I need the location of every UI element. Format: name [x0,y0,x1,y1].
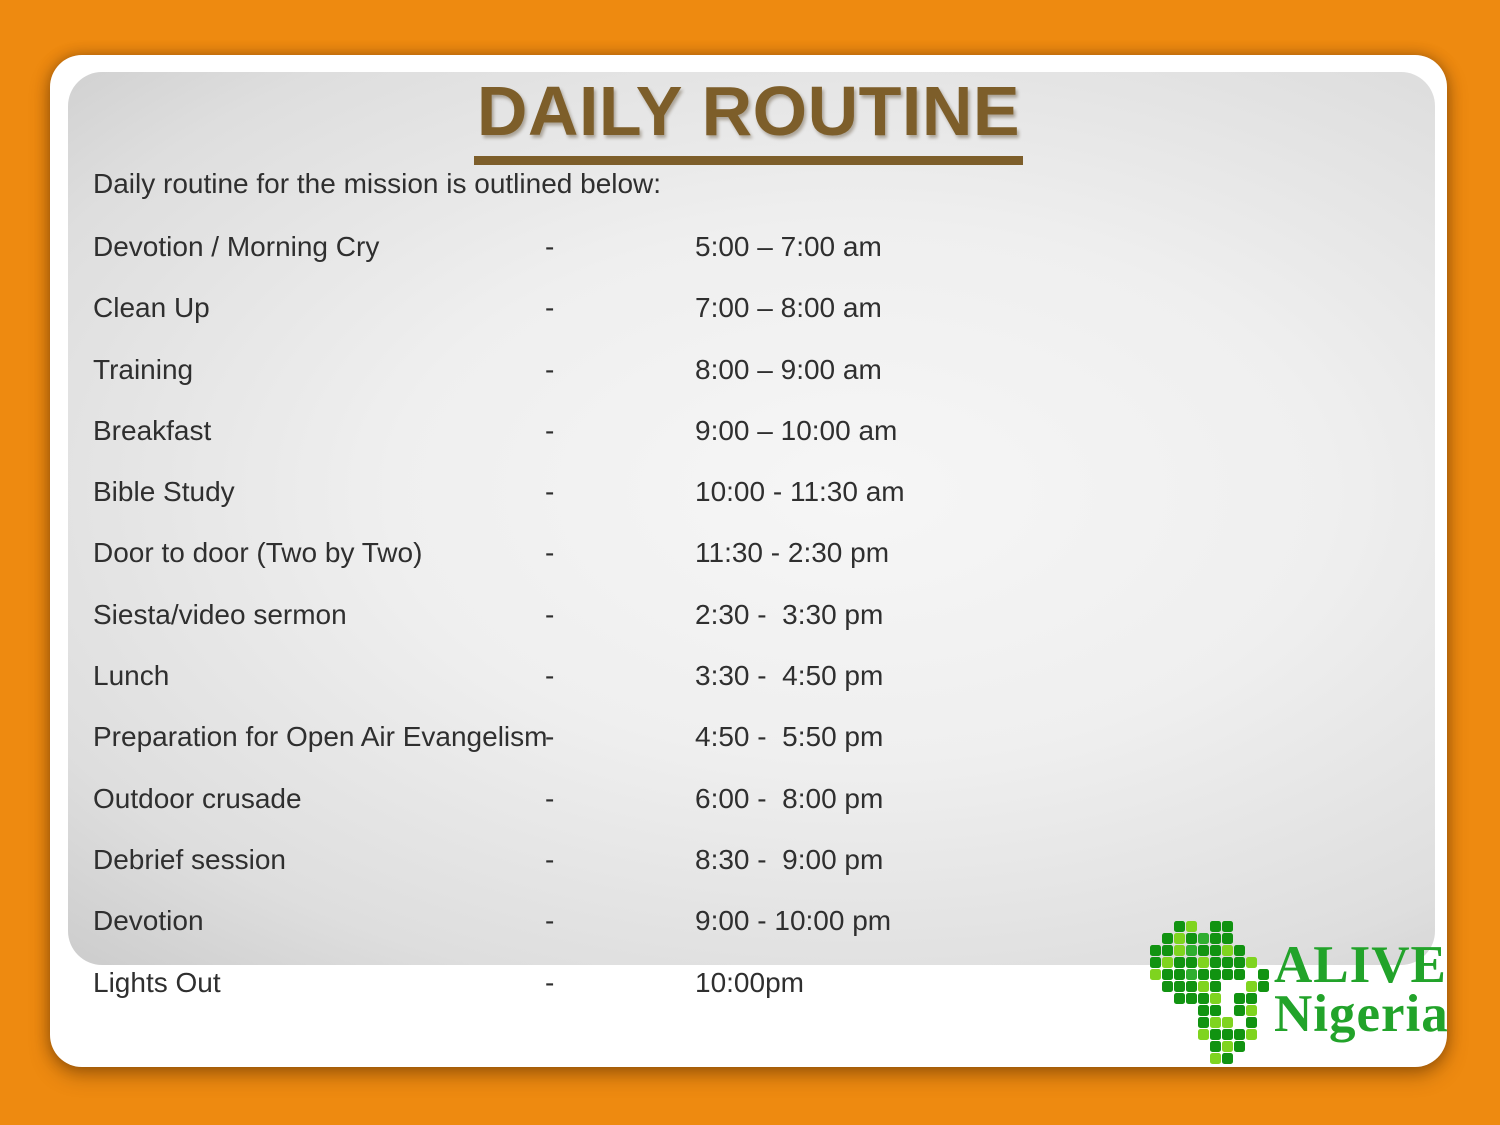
separator-dash: - [545,231,555,262]
routine-row [93,843,1417,904]
routine-row [93,475,1417,536]
time-value: 6:00 - 8:00 pm [695,782,884,814]
intro-text: Daily routine for the mission is outlined below: [93,168,662,199]
time-value: 8:00 – 9:00 am [695,353,882,385]
separator-dash: - [545,721,555,753]
separator-dash: - [545,905,555,937]
separator-dash: - [545,292,555,324]
separator-dash: - [545,476,555,508]
activity-label: Training [93,353,194,385]
logo-text [1274,936,1449,1043]
time-value: 3:30 - 4:50 pm [695,660,884,692]
activity-label: Devotion / Morning Cry [93,231,380,262]
separator-dash: - [545,843,555,875]
logo-line-nigeria: Nigeria [1274,985,1449,1043]
time-value: 9:00 - 10:00 pm [695,905,892,937]
activity-label: Debrief session [93,843,286,875]
routine-row [93,353,1417,414]
separator-dash: - [545,660,555,692]
separator-dash: - [545,353,555,385]
time-value: 8:30 - 9:00 pm [695,843,884,875]
separator-dash: - [545,537,555,569]
routine-row [93,782,1417,843]
routine-row [93,659,1417,720]
slide-card [50,55,1447,1067]
routine-row [93,414,1417,475]
activity-label: Devotion [93,905,204,937]
activity-label: Door to door (Two by Two) [93,537,423,569]
activity-label: Lunch [93,660,170,692]
activity-label: Preparation for Open Air Evangelism [93,721,548,753]
separator-dash: - [545,782,555,814]
activity-label: Outdoor crusade [93,782,302,814]
time-value: 4:50 - 5:50 pm [695,721,884,753]
routine-list [93,230,1417,1027]
time-value: 7:00 – 8:00 am [695,292,882,324]
routine-row [93,598,1417,659]
time-value: 10:00 - 11:30 am [695,476,905,508]
activity-label: Siesta/video sermon [93,598,347,630]
separator-dash: - [545,966,555,998]
time-value: 10:00pm [695,966,804,998]
africa-mosaic-icon [1150,921,1272,1067]
page-title: DAILY ROUTINE [474,71,1023,165]
activity-label: Lights Out [93,966,221,998]
title-wrap [50,71,1447,165]
time-value: 9:00 – 10:00 am [695,414,898,446]
time-value: 11:30 - 2:30 pm [695,537,890,569]
time-value: 5:00 – 7:00 am [695,231,882,262]
separator-dash: - [545,414,555,446]
routine-row [93,536,1417,597]
activity-label: Bible Study [93,476,235,508]
routine-row [93,291,1417,352]
routine-row [93,230,1417,291]
routine-row [93,720,1417,781]
activity-label: Clean Up [93,292,210,324]
alive-nigeria-logo [1150,921,1449,1067]
logo-line-alive: ALIVE [1274,936,1447,994]
activity-label: Breakfast [93,414,212,446]
routine-content [93,167,1417,1027]
time-value: 2:30 - 3:30 pm [695,598,884,630]
separator-dash: - [545,598,555,630]
